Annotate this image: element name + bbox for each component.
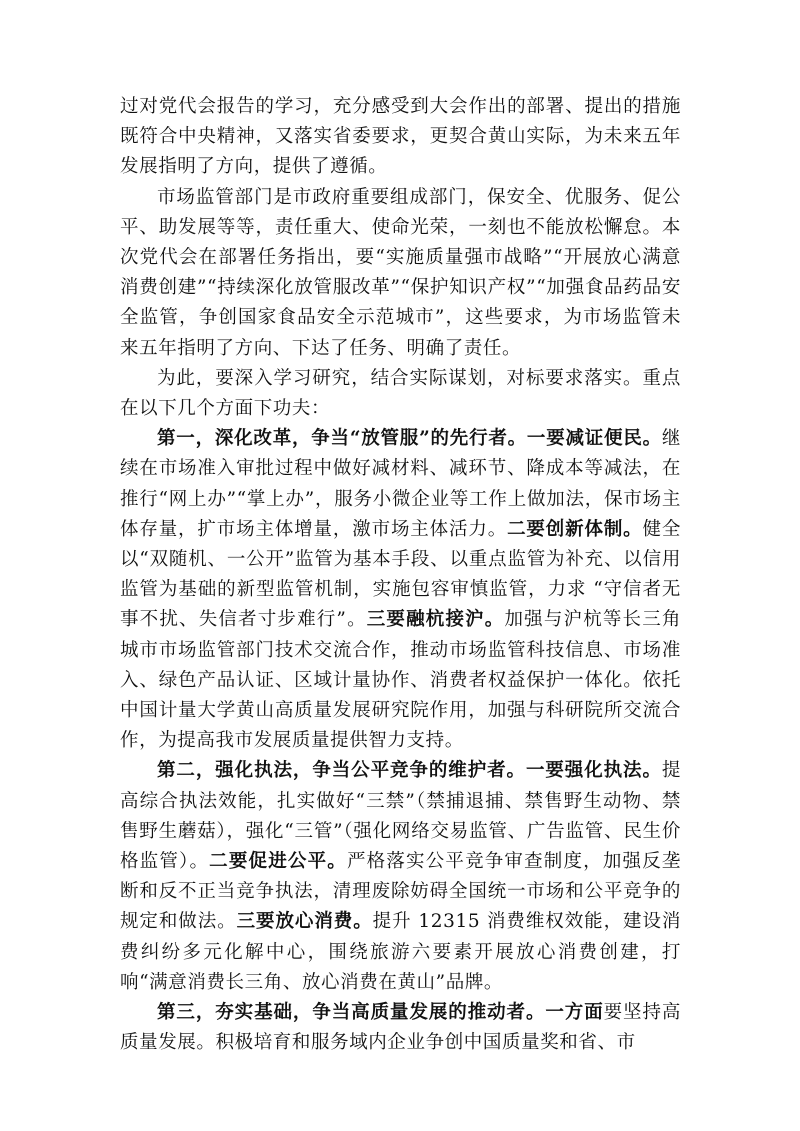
paragraph-market-regulation: 市场监管部门是市政府重要组成部门，保安全、优服务、促公平、助发展等等，责任重大、使命光荣，一刻也不能放松懈怠。本次党代会在部署任务指出，要“实施质量强市战略”“开展放心满意消费创建”“持续深化放管服改革”“保护知识产权”“加强食品药品安全监管，争创国家食品安全示范城市”，这些要求，为市场监管未来五年指明了方向、下达了任务、明确了责任。	[120, 186, 681, 359]
second-point-heading: 第二，强化执法，争当公平竞争的维护者。一要强化执法。	[157, 760, 662, 782]
paragraph-second-point	[120, 756, 681, 998]
paragraph-intro-continued: 过对党代会报告的学习，充分感受到大会作出的部署、提出的措施既符合中央精神，又落实省委要求，更契合黄山实际，为未来五年发展指明了方向，提供了遵循。	[120, 96, 681, 178]
second-point-text-3: 提升 12315 消费维权效能，建设消费纠纷多元化解中心，围绕旅游六要素开展放心消费创建，打响“满意消费长三角、放心消费在黄山”品牌。	[120, 911, 682, 993]
first-point-text-3: 加强与沪杭等长三角城市市场监管部门技术交流合作，推动市场监管科技信息、市场准入、绿色产品认证、区域计量协作、消费者权益保护一体化。依托中国计量大学黄山高质量发展研究院作用，加强与科研院所交流合作，为提高我市发展质量提供智力支持。	[120, 609, 681, 752]
first-point-bold-3: 三要融杭接沪。	[366, 609, 505, 631]
paragraph-focus-areas: 为此，要深入学习研究，结合实际谋划，对标要求落实。重点在以下几个方面下功夫：	[120, 367, 681, 420]
paragraph-first-point	[120, 424, 681, 756]
third-point-heading: 第三，夯实基础，争当高质量发展的推动者。一方面	[157, 1002, 604, 1024]
second-point-text-1: 提高综合执法效能，扎实做好“三禁”（禁捕退捕、禁售野生动物、禁售野生蘑菇），强化“三管”（强化网络交易监管、广告监管、民生价格监管）。	[120, 760, 681, 873]
third-point-text-1: 要坚持高质量发展。积极培育和服务域内企业争创中国质量奖和省、市	[120, 1002, 681, 1054]
first-point-text-1: 继续在市场准入审批过程中做好减材料、减环节、降成本等减法，在推行“网上办”“掌上办”，服务小微企业等工作上做加法，保市场主体存量，扩市场主体增量，激市场主体活力。	[120, 428, 681, 540]
paragraph-third-point	[120, 998, 681, 1058]
second-point-bold-3: 三要放心消费。	[236, 911, 373, 933]
second-point-bold-2: 二要促进公平。	[209, 851, 347, 873]
second-point-text-2: 严格落实公平竞争审查制度，加强反垄断和反不正当竞争执法，清理废除妨碍全国统一市场和公平竞争的规定和做法。	[120, 851, 682, 933]
first-point-bold-2: 二要创新体制。	[507, 518, 643, 540]
first-point-heading: 第一，深化改革，争当“放管服”的先行者。一要减证便民。	[157, 428, 662, 450]
document-body	[120, 92, 681, 1059]
first-point-text-2: 健全以“双随机、一公开”监管为基本手段、以重点监管为补充、以信用监管为基础的新型监管机制，实施包容审慎监管，力求 “守信者无事不扰、失信者寸步难行”。	[120, 518, 682, 631]
